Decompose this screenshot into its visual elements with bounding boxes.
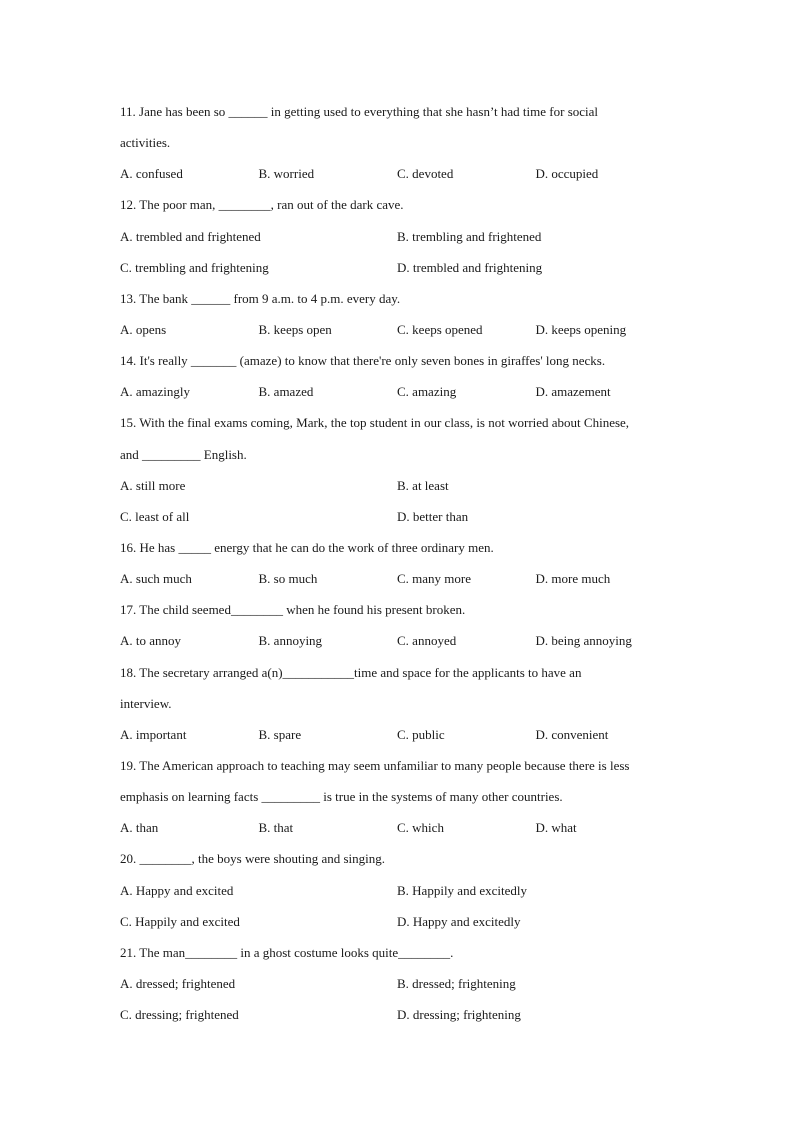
question-stem: and _________ English. xyxy=(120,446,247,462)
option-b: B. annoying xyxy=(258,633,323,649)
option-b: B. at least xyxy=(397,477,449,493)
options-row xyxy=(120,625,680,656)
options-row xyxy=(120,999,680,1030)
option-c: C. amazing xyxy=(397,384,457,400)
options-row xyxy=(120,314,680,345)
option-c: C. devoted xyxy=(397,166,454,182)
option-a: A. to annoy xyxy=(120,633,182,649)
option-c: C. least of all xyxy=(120,508,190,524)
option-d: D. dressing; frightening xyxy=(397,1007,521,1023)
option-d: D. what xyxy=(535,820,577,836)
options-row xyxy=(120,252,680,283)
option-c: C. Happily and excited xyxy=(120,913,240,929)
options-row xyxy=(120,501,680,532)
question-stem: activities. xyxy=(120,135,171,151)
question-stem: 19. The American approach to teaching may seem unfamiliar to many people because there is less xyxy=(120,757,630,773)
question-stem: 20. ________, the boys were shouting and singing. xyxy=(120,851,386,867)
option-d: D. amazement xyxy=(535,384,611,400)
options-row xyxy=(120,906,680,937)
question-stem: 11. Jane has been so ______ in getting used to everything that she hasn’t had time for social xyxy=(120,104,599,119)
options-row xyxy=(120,470,680,501)
options-row xyxy=(120,719,680,750)
options-row xyxy=(120,376,680,407)
question-17 xyxy=(120,594,680,656)
question-21 xyxy=(120,937,680,1030)
question-stem: emphasis on learning facts _________ is true in the systems of many other countries. xyxy=(120,789,563,805)
question-11 xyxy=(120,96,680,189)
option-c: C. many more xyxy=(397,571,472,587)
options-row xyxy=(120,875,680,906)
question-stem: interview. xyxy=(120,695,172,711)
option-a: A. dressed; frightened xyxy=(120,975,236,991)
option-c: C. trembling and frightening xyxy=(120,259,269,275)
question-12 xyxy=(120,189,680,282)
question-18 xyxy=(120,657,680,750)
option-b: B. so much xyxy=(258,571,318,587)
option-d: D. convenient xyxy=(535,726,609,742)
option-a: A. Happy and excited xyxy=(120,882,234,898)
option-c: C. keeps opened xyxy=(397,321,483,337)
option-a: A. still more xyxy=(120,477,186,493)
option-b: B. Happily and excitedly xyxy=(397,882,527,898)
question-14 xyxy=(120,345,680,407)
option-b: B. amazed xyxy=(258,384,314,400)
question-stem: 15. With the final exams coming, Mark, the top student in our class, is not worried about Chinese, xyxy=(120,415,630,431)
question-15 xyxy=(120,407,680,532)
option-b: B. trembling and frightened xyxy=(397,228,542,244)
option-b: B. that xyxy=(258,820,294,836)
option-b: B. spare xyxy=(258,726,302,742)
question-19 xyxy=(120,750,680,843)
question-stem: 17. The child seemed________ when he found his present broken. xyxy=(120,602,466,618)
option-d: D. trembled and frightening xyxy=(397,259,543,275)
options-row xyxy=(120,158,680,189)
options-row xyxy=(120,968,680,999)
option-a: A. than xyxy=(120,820,159,836)
option-a: A. trembled and frightened xyxy=(120,228,261,244)
option-a: A. important xyxy=(120,726,187,742)
option-a: A. such much xyxy=(120,571,192,587)
question-20 xyxy=(120,843,680,936)
question-stem: 13. The bank ______ from 9 a.m. to 4 p.m. every day. xyxy=(120,290,401,306)
option-d: D. keeps opening xyxy=(535,321,627,337)
option-d: D. more much xyxy=(535,571,611,587)
options-row xyxy=(120,563,680,594)
option-a: A. amazingly xyxy=(120,384,191,400)
question-stem: 21. The man________ in a ghost costume looks quite________. xyxy=(120,944,454,960)
option-d: D. better than xyxy=(397,508,469,524)
options-row xyxy=(120,812,680,843)
option-b: B. worried xyxy=(258,166,315,182)
question-stem: 18. The secretary arranged a(n)___________time and space for the applicants to have an xyxy=(120,664,582,680)
option-d: D. Happy and excitedly xyxy=(397,913,521,929)
question-stem: 12. The poor man, ________, ran out of the dark cave. xyxy=(120,197,404,213)
question-16 xyxy=(120,532,680,594)
option-d: D. occupied xyxy=(535,166,599,182)
option-a: A. confused xyxy=(120,166,183,182)
option-a: A. opens xyxy=(120,321,167,337)
option-b: B. dressed; frightening xyxy=(397,975,516,991)
option-d: D. being annoying xyxy=(535,633,632,649)
question-13 xyxy=(120,283,680,345)
option-c: C. annoyed xyxy=(397,633,457,649)
option-c: C. which xyxy=(397,820,444,836)
option-c: C. public xyxy=(397,726,445,742)
options-row xyxy=(120,221,680,252)
option-b: B. keeps open xyxy=(258,321,332,337)
question-stem: 16. He has _____ energy that he can do the work of three ordinary men. xyxy=(120,539,494,555)
worksheet xyxy=(120,96,680,1030)
question-stem: 14. It's really _______ (amaze) to know that there're only seven bones in giraffes' long necks. xyxy=(120,353,606,369)
option-c: C. dressing; frightened xyxy=(120,1007,239,1023)
